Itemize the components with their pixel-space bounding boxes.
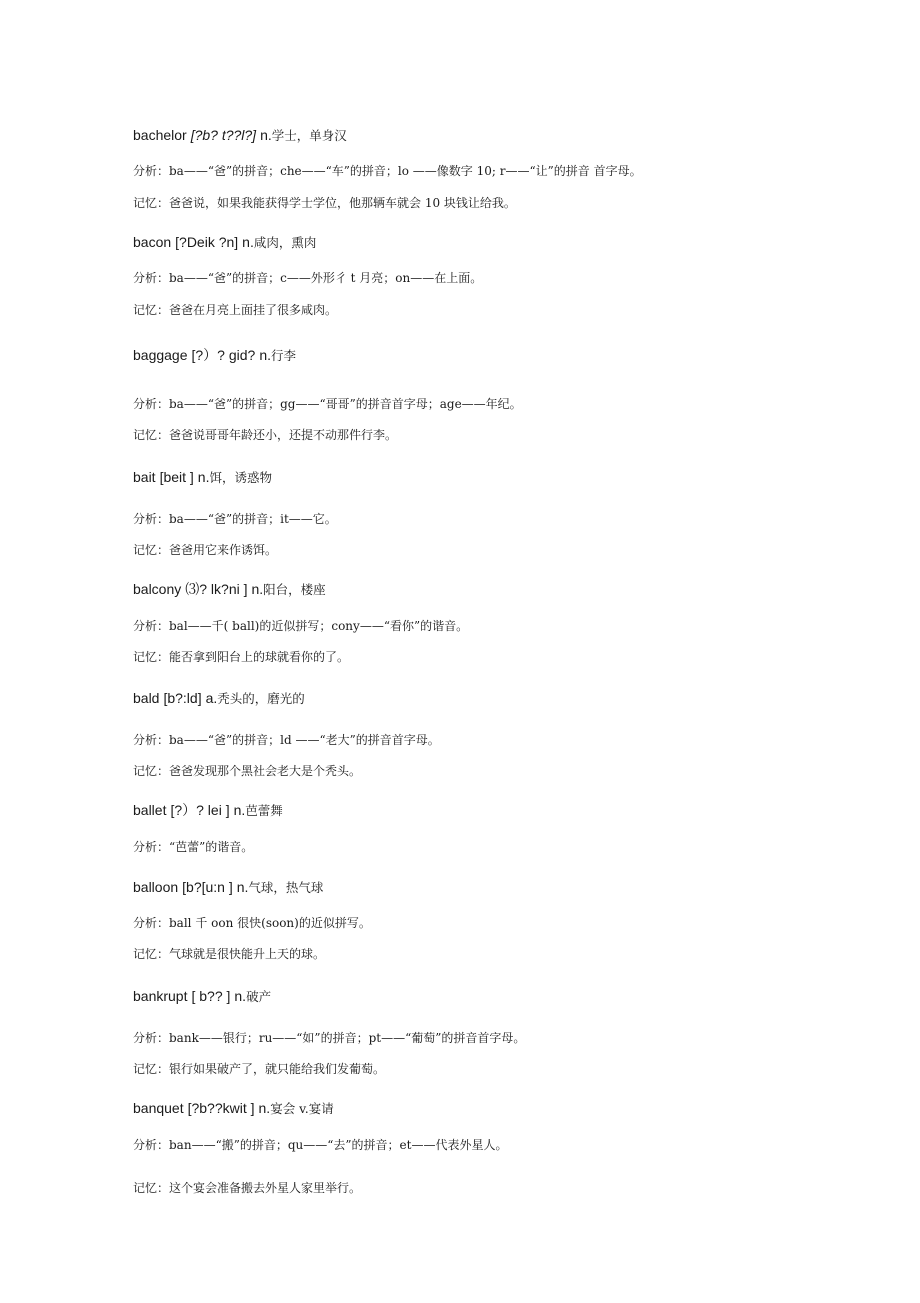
entry-analysis: 分析：bal——千( ball)的近似拼写；cony——“看你”的谐音。 [133,619,469,633]
phonetic: [b?[u:n ] [182,879,233,895]
word: bankrupt [133,988,188,1004]
part-of-speech: n. [242,234,254,250]
meaning: 行李 [271,348,297,363]
word: baggage [133,347,188,363]
entry-analysis: 分析：ban——“搬”的拼音；qu——“去”的拼音；et——代表外星人。 [133,1138,508,1152]
part-of-speech: n. [233,802,246,818]
entry-analysis: 分析：ba——“爸”的拼音；ld ——“老大”的拼音首字母。 [133,733,440,747]
entry-memory: 记忆：爸爸用它来作诱饵。 [133,543,278,557]
entry-analysis: 分析：ba——“爸”的拼音；c——外形彳 t 月亮；on——在上面。 [133,271,483,285]
entry-memory: 记忆：爸爸发现那个黑社会老大是个秃头。 [133,764,362,778]
word: balloon [133,879,179,895]
part-of-speech: n. [258,1100,271,1116]
meaning: 气球，热气球 [248,880,324,895]
entry-memory: 记忆：银行如果破产了，就只能给我们发葡萄。 [133,1062,386,1076]
part-of-speech: a. [205,690,218,706]
entry-memory: 记忆：能否拿到阳台上的球就看你的了。 [133,650,350,664]
entry-memory: 记忆：气球就是很快能升上天的球。 [133,947,326,961]
entry-analysis: 分析：“芭蕾”的谐音。 [133,840,254,854]
meaning: 宴会 v.宴请 [270,1101,334,1116]
entry-headword [133,347,296,364]
entry-headword [133,879,323,896]
entry-headword [133,988,271,1005]
word: banquet [133,1100,184,1116]
entry-headword [133,234,316,251]
entry-analysis: 分析：ba——“爸”的拼音；che——“车”的拼音；lo ——像数字 10; r——“让”的拼音 首字母。 [133,164,642,178]
entry-memory: 记忆：爸爸说哥哥年龄还小，还提不动那件行李。 [133,428,398,442]
part-of-speech: n. [197,469,210,485]
phonetic: [?b??kwit ] [187,1100,255,1116]
phonetic: [?Deik ?n] [175,234,239,250]
entry-analysis: 分析：ba——“爸”的拼音；it——它。 [133,512,337,526]
phonetic: [?）? lei ] [170,802,230,818]
entry-headword [133,690,305,707]
entry-headword [133,1100,334,1117]
phonetic: [ b?? ] [191,988,231,1004]
entry-headword [133,802,283,819]
entry-memory: 记忆：这个宴会准备搬去外星人家里举行。 [133,1181,362,1195]
meaning: 秃头的，磨光的 [217,691,305,706]
word: bachelor [133,127,187,143]
word: bacon [133,234,172,250]
entry-analysis: 分析：ba——“爸”的拼音；gg——“哥哥”的拼音首字母；age——年纪。 [133,397,522,411]
phonetic: [b?:ld] [163,690,202,706]
meaning: 芭蕾舞 [245,803,283,818]
word: ballet [133,802,167,818]
entry-memory: 记忆：爸爸说，如果我能获得学士学位，他那辆车就会 10 块钱让给我。 [133,196,516,210]
meaning: 咸肉，熏肉 [253,235,317,250]
entry-analysis: 分析：ball 千 oon 很快(soon)的近似拼写。 [133,916,371,930]
entry-memory: 记忆：爸爸在月亮上面挂了很多咸肉。 [133,303,338,317]
word: bait [133,469,156,485]
part-of-speech: n. [236,879,249,895]
phonetic: ⑶? lk?ni ] [185,581,248,597]
part-of-speech: n. [259,347,271,363]
part-of-speech: n. [234,988,247,1004]
part-of-speech: n. [251,581,264,597]
meaning: 饵，诱惑物 [209,470,272,485]
entry-headword [133,469,272,486]
phonetic: [?b? t??l?] [190,127,257,143]
phonetic: [?）? gid? [191,347,256,363]
entry-headword [133,581,326,598]
phonetic: [beit ] [159,469,194,485]
meaning: 学士，单身汉 [271,128,347,143]
entry-analysis: 分析：bank——银行；ru——“如”的拼音；pt——“葡萄”的拼音首字母。 [133,1031,526,1045]
word: balcony [133,581,182,597]
meaning: 阳台，楼座 [263,582,326,597]
word: bald [133,690,160,706]
entry-headword [133,127,347,144]
part-of-speech: n. [260,127,272,143]
meaning: 破产 [246,989,272,1004]
